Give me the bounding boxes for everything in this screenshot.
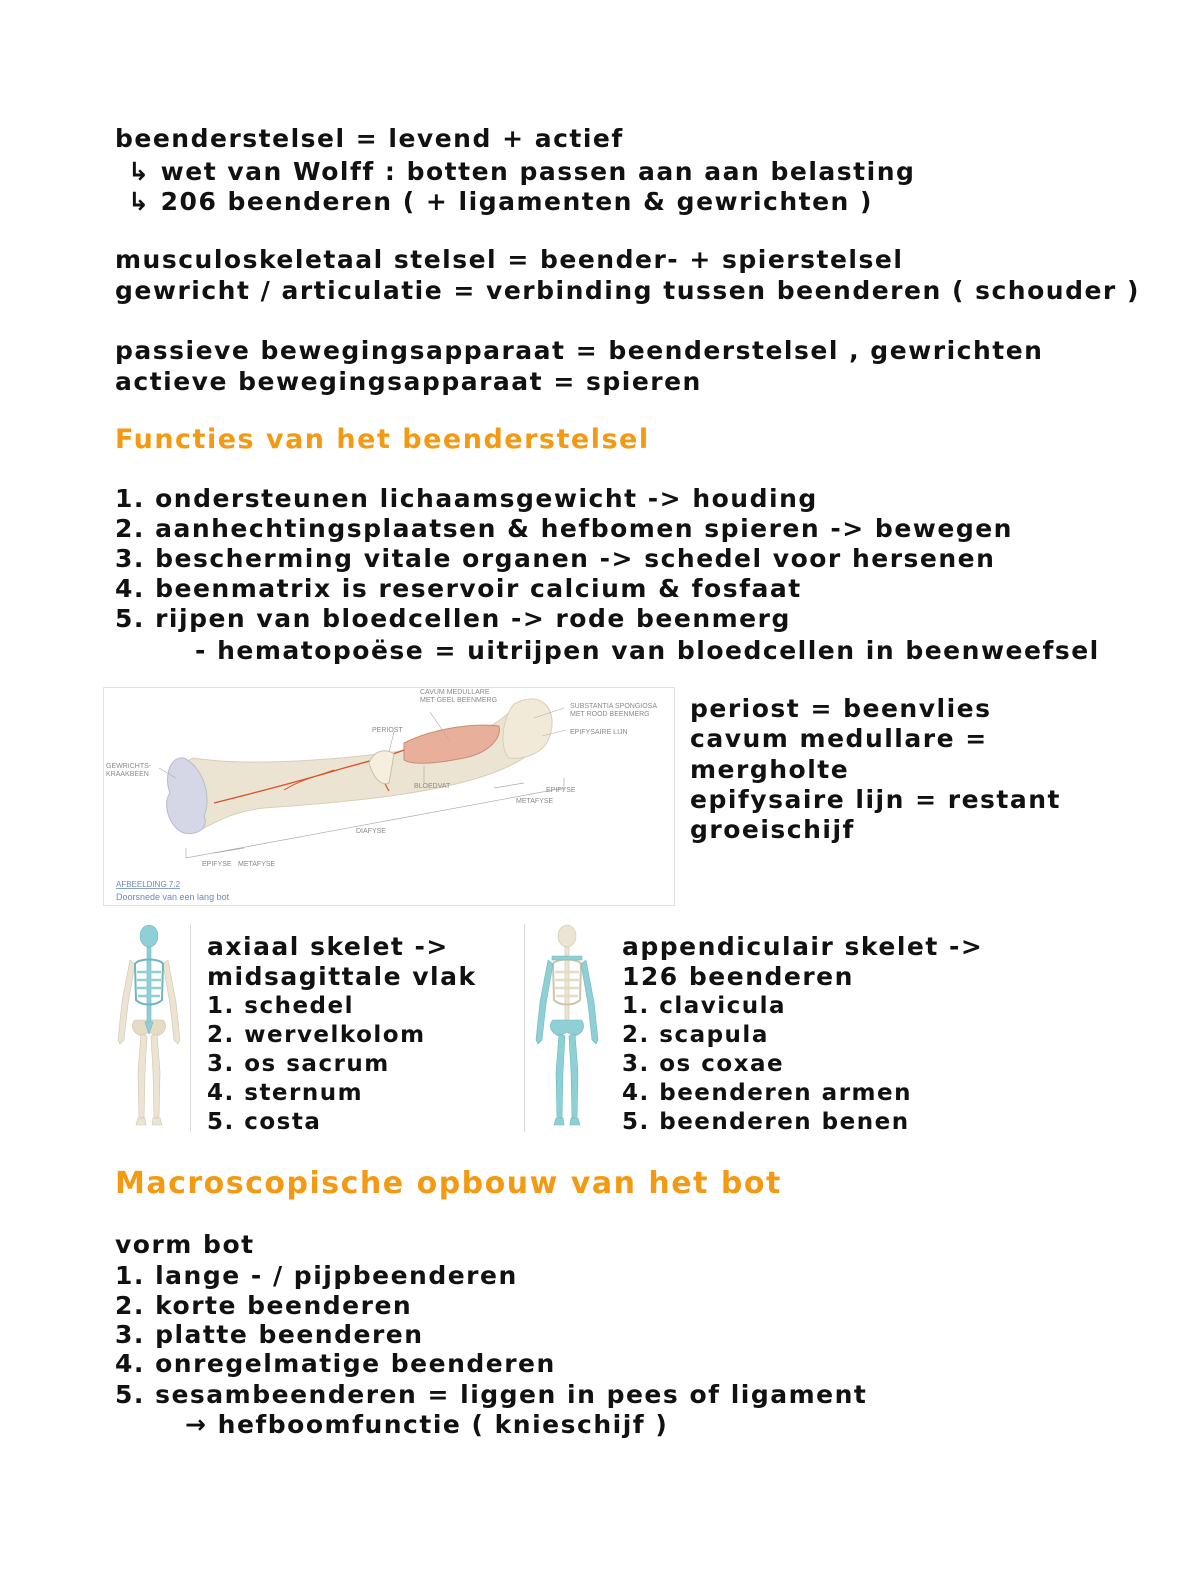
bone-note-2: cavum medullare = xyxy=(690,724,988,753)
macro-item-2: 2. korte beenderen xyxy=(115,1291,413,1320)
label-epifysaire-lijn: EPIFYSAIRE LIJN xyxy=(570,729,628,736)
axial-item-4: 4. sternum xyxy=(207,1080,364,1106)
macro-item-3: 3. platte beenderen xyxy=(115,1320,424,1349)
axial-title-2: midsagittale vlak xyxy=(207,962,477,991)
figure-caption-title: AFBEELDING 7.2 xyxy=(116,880,181,889)
macro-sub: → hefboomfunctie ( knieschijf ) xyxy=(185,1410,669,1439)
label-metafyse-right: METAFYSE xyxy=(516,798,554,805)
label-epifyse-right: EPIFYSE xyxy=(546,787,576,794)
bone-head xyxy=(503,699,552,758)
label-diafyse: DIAFYSE xyxy=(356,828,386,835)
functions-heading: Functies van het beenderstelsel xyxy=(115,424,650,455)
label-periost: PERIOST xyxy=(372,727,403,734)
label-substantia-1: SUBSTANTIA SPONGIOSA xyxy=(570,703,658,710)
appendicular-item-2: 2. scapula xyxy=(622,1022,769,1048)
intro-line-5: gewricht / articulatie = verbinding tussen beenderen ( schouder ) xyxy=(115,276,1140,305)
intro-line-6: passieve bewegingsapparaat = beenderstelsel , gewrichten xyxy=(115,336,1044,365)
bone-note-3: mergholte xyxy=(690,755,850,784)
functions-item-5: 5. rijpen van bloedcellen -> rode beenmerg xyxy=(115,604,791,633)
macro-item-4: 4. onregelmatige beenderen xyxy=(115,1349,556,1378)
bone-note-1: periost = beenvlies xyxy=(690,694,992,723)
functions-item-1: 1. ondersteunen lichaamsgewicht -> houding xyxy=(115,484,818,513)
functions-sub: - hematopoëse = uitrijpen van bloedcellen in beenweefsel xyxy=(195,636,1100,665)
label-cavum-1: CAVUM MEDULLARE xyxy=(420,689,490,696)
axial-item-3: 3. os sacrum xyxy=(207,1051,390,1077)
appendicular-title-1: appendiculair skelet -> xyxy=(622,932,984,961)
intro-line-3: ↳ 206 beenderen ( + ligamenten & gewrichten ) xyxy=(128,187,873,216)
axial-item-2: 2. wervelkolom xyxy=(207,1022,426,1048)
macro-item-5: 5. sesambeenderen = liggen in pees of ligament xyxy=(115,1380,868,1409)
macro-subheading: vorm bot xyxy=(115,1230,255,1259)
bone-note-4: epifysaire lijn = restant xyxy=(690,785,1061,814)
bone-shaft xyxy=(176,703,545,831)
axial-skeleton-figure xyxy=(108,922,190,1134)
figure-caption-text: Doorsnede van een lang bot xyxy=(116,892,230,902)
appendicular-skeleton-figure xyxy=(526,922,608,1134)
appendicular-item-1: 1. clavicula xyxy=(622,993,787,1019)
axial-skeleton-illustration xyxy=(108,922,190,1134)
intro-line-1: beenderstelsel = levend + actief xyxy=(115,124,624,153)
label-bloedvat: BLOEDVAT xyxy=(414,783,451,790)
label-gewricht-1: GEWRICHTS- xyxy=(106,763,152,770)
appendicular-skeleton-illustration xyxy=(526,922,608,1134)
label-metafyse-left: METAFYSE xyxy=(238,861,276,868)
label-gewricht-2: KRAAKBEEN xyxy=(106,771,149,778)
intro-line-7: actieve bewegingsapparaat = spieren xyxy=(115,367,702,396)
appendicular-title-2: 126 beenderen xyxy=(622,962,854,991)
functions-item-4: 4. beenmatrix is reservoir calcium & fosfaat xyxy=(115,574,802,603)
long-bone-illustration xyxy=(104,688,674,905)
functions-item-3: 3. bescherming vitale organen -> schedel voor hersenen xyxy=(115,544,996,573)
macro-item-1: 1. lange - / pijpbeenderen xyxy=(115,1261,518,1290)
axial-divider xyxy=(190,924,191,1132)
axial-item-5: 5. costa xyxy=(207,1109,322,1135)
functions-item-2: 2. aanhechtingsplaatsen & hefbomen spieren -> bewegen xyxy=(115,514,1013,543)
appendicular-item-3: 3. os coxae xyxy=(622,1051,785,1077)
bone-note-5: groeischijf xyxy=(690,815,855,844)
label-cavum-2: MET GEEL BEENMERG xyxy=(420,697,498,704)
axial-title-1: axiaal skelet -> xyxy=(207,932,449,961)
intro-line-4: musculoskeletaal stelsel = beender- + spierstelsel xyxy=(115,245,904,274)
appendicular-divider xyxy=(524,924,525,1132)
label-epifyse-left: EPIFYSE xyxy=(202,861,232,868)
appendicular-item-5: 5. beenderen benen xyxy=(622,1109,910,1135)
long-bone-figure xyxy=(103,687,675,906)
macro-heading: Macroscopische opbouw van het bot xyxy=(115,1166,782,1201)
appendicular-item-4: 4. beenderen armen xyxy=(622,1080,912,1106)
axial-item-1: 1. schedel xyxy=(207,993,354,1019)
intro-line-2: ↳ wet van Wolff : botten passen aan aan belasting xyxy=(128,157,916,186)
label-substantia-2: MET ROOD BEENMERG xyxy=(570,711,650,718)
